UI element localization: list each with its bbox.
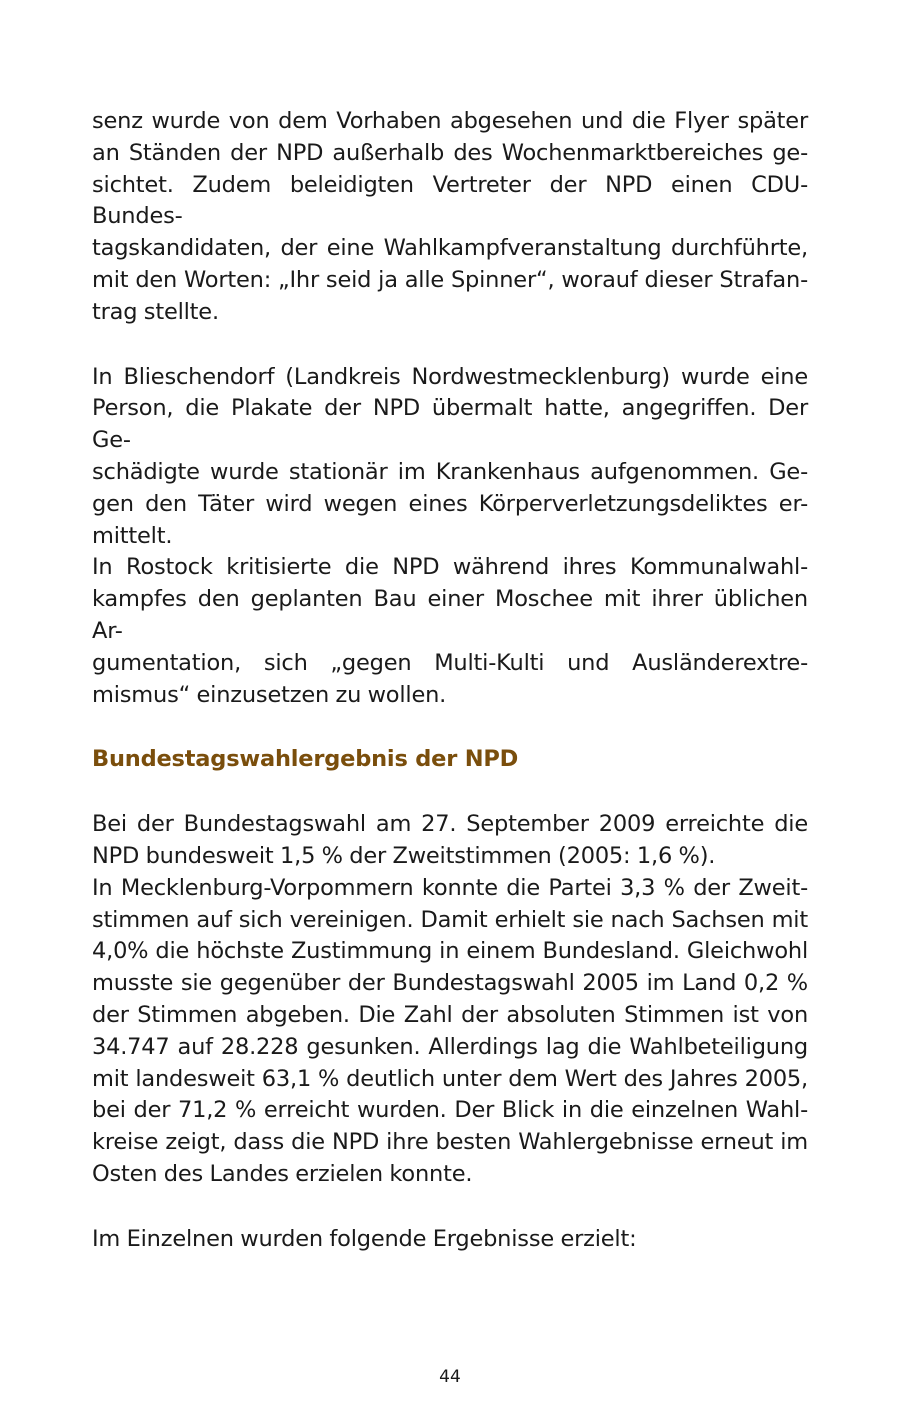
page-number: 44 [439,1367,461,1387]
text-line: mismus“ einzusetzen zu wollen. [92,681,447,708]
text-line: tagskandidaten, der eine Wahlkampfveranstaltung durchführte, [92,235,808,262]
document-page [92,106,808,1256]
text-line: Bei der Bundestagswahl am 27. September 2009 erreichte die [92,811,808,838]
text-line: mittelt. [92,522,173,549]
text-line: trag stellte. [92,298,219,325]
section-heading: Bundestagswahlergebnis der NPD [92,746,519,773]
text-line: bei der 71,2 % erreicht wurden. Der Blick in die einzelnen Wahl- [92,1097,808,1124]
paragraph-flyer-incident [92,106,808,329]
text-line: 4,0% die höchste Zustimmung in einem Bundesland. Gleichwohl [92,938,808,965]
text-line: schädigte wurde stationär im Krankenhaus aufgenommen. Ge- [92,458,808,485]
text-line: an Ständen der NPD außerhalb des Wochenmarktbereiches ge- [92,139,808,166]
text-line: Im Einzelnen wurden folgende Ergebnisse erzielt: [92,1225,637,1252]
text-line: stimmen auf sich vereinigen. Damit erhielt sie nach Sachsen mit [92,906,808,933]
text-line: kampfes den geplanten Bau einer Moschee mit ihrer üblichen Ar- [92,586,808,644]
text-line: In Blieschendorf (Landkreis Nordwestmecklenburg) wurde eine [92,363,808,390]
paragraph-blieschendorf [92,362,808,553]
text-line: 34.747 auf 28.228 gesunken. Allerdings lag die Wahlbeteiligung [92,1033,808,1060]
text-line: Person, die Plakate der NPD übermalt hatte, angegriffen. Der Ge- [92,395,808,454]
paragraph-federal-result [92,809,808,873]
text-line: In Mecklenburg-Vorpommern konnte die Partei 3,3 % der Zweit- [92,874,808,901]
text-line: musste sie gegenüber der Bundestagswahl 2005 im Land 0,2 % [92,970,808,997]
text-line: gen den Täter wird wegen eines Körperverletzungsdeliktes er- [92,490,808,517]
text-line: NPD bundesweit 1,5 % der Zweitstimmen (2005: 1,6 %). [92,842,716,869]
text-line: Osten des Landes erzielen konnte. [92,1160,473,1187]
paragraph-spacer [92,329,808,362]
paragraph-results-intro [92,1224,808,1256]
paragraph-spacer [92,1191,808,1224]
paragraph-spacer [92,776,808,809]
text-line: kreise zeigt, dass die NPD ihre besten Wahlergebnisse erneut im [92,1129,808,1156]
paragraph-rostock [92,552,808,711]
text-line: der Stimmen abgeben. Die Zahl der absoluten Stimmen ist von [92,1001,808,1028]
text-line: gumentation, sich „gegen Multi-Kulti und Ausländerextre- [92,649,808,676]
paragraph-mv-result [92,873,808,1191]
text-line: mit landesweit 63,1 % deutlich unter dem Wert des Jahres 2005, [92,1065,808,1092]
text-line: senz wurde von dem Vorhaben abgesehen und die Flyer später [92,108,808,134]
text-line: sichtet. Zudem beleidigten Vertreter der NPD einen CDU-Bundes- [92,171,808,230]
text-line: mit den Worten: „Ihr seid ja alle Spinner“, worauf dieser Strafan- [92,266,808,293]
text-line: In Rostock kritisierte die NPD während ihres Kommunalwahl- [92,554,808,581]
paragraph-spacer [92,711,808,744]
